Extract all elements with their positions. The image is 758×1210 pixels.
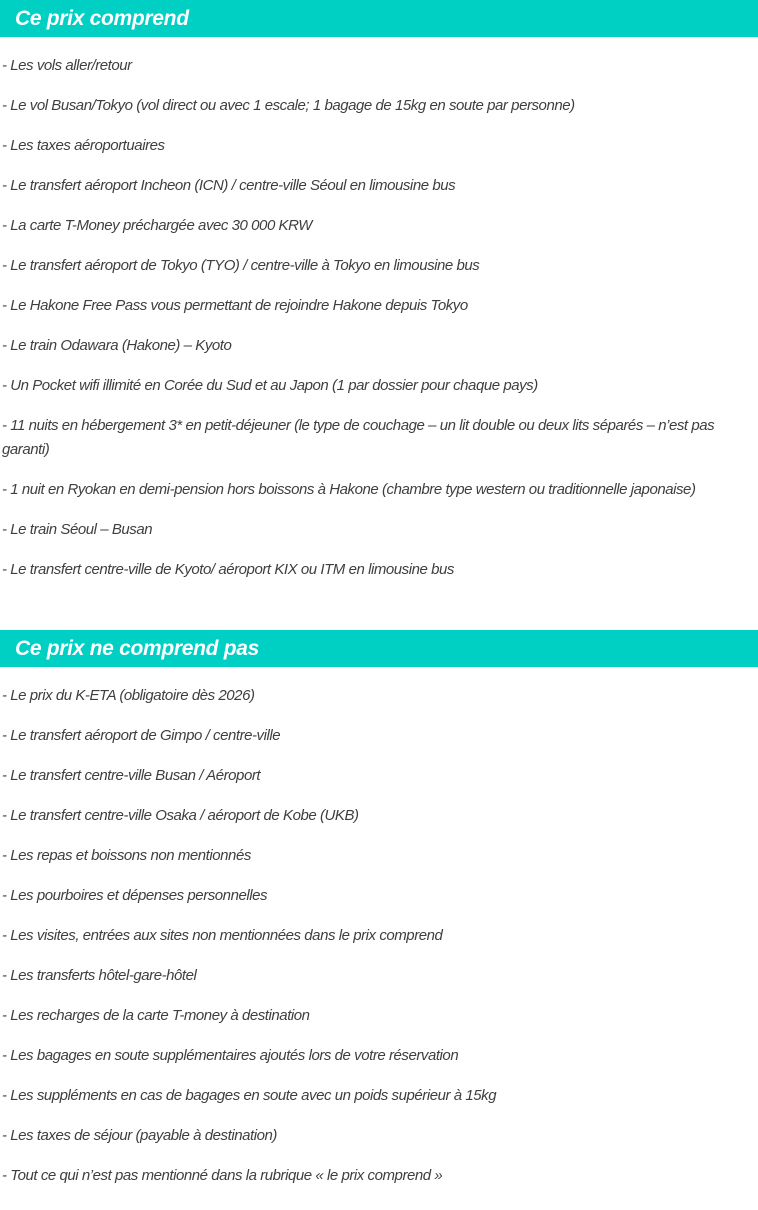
list-item: - Le train Séoul – Busan xyxy=(2,521,153,538)
list-item: - Les transferts hôtel-gare-hôtel xyxy=(2,967,197,984)
list-item: - Le transfert centre-ville Osaka / aéroport de Kobe (UKB) xyxy=(2,807,359,824)
list-item: - Le Hakone Free Pass vous permettant de rejoindre Hakone depuis Tokyo xyxy=(2,297,468,314)
list-item: - Le transfert centre-ville Busan / Aéroport xyxy=(2,767,261,784)
list-item: - Le prix du K-ETA (obligatoire dès 2026) xyxy=(2,687,255,704)
list-item: - Les taxes aéroportuaires xyxy=(2,137,165,154)
list-item: - Les bagages en soute supplémentaires ajoutés lors de votre réservation xyxy=(2,1047,459,1064)
section-title: Ce prix ne comprend pas xyxy=(15,636,260,660)
list-item: - Tout ce qui n’est pas mentionné dans la rubrique « le prix comprend » xyxy=(2,1167,443,1184)
list-item: - Le transfert aéroport Incheon (ICN) / centre-ville Séoul en limousine bus xyxy=(2,177,456,194)
list-item: - Un Pocket wifi illimité en Corée du Sud et au Japon (1 par dossier pour chaque pays) xyxy=(2,377,538,394)
list-item: - Le transfert centre-ville de Kyoto/ aéroport KIX ou ITM en limousine bus xyxy=(2,561,454,578)
section-title: Ce prix comprend xyxy=(15,6,189,30)
list-item: - Le transfert aéroport de Gimpo / centre-ville xyxy=(2,727,281,744)
list-item: - Le train Odawara (Hakone) – Kyoto xyxy=(2,337,232,354)
list-item: - La carte T-Money préchargée avec 30 000 KRW xyxy=(2,217,312,234)
list-item: - Les vols aller/retour xyxy=(2,57,132,74)
section-price-excludes xyxy=(0,630,758,1210)
section-header-bar xyxy=(0,0,758,37)
list-item: - Les repas et boissons non mentionnés xyxy=(2,847,251,864)
list-item: - Les pourboires et dépenses personnelles xyxy=(2,887,268,904)
list-item: - 1 nuit en Ryokan en demi-pension hors boissons à Hakone (chambre type western ou traditionnelle japonaise) xyxy=(2,481,696,498)
list-item: - Les taxes de séjour (payable à destination) xyxy=(2,1127,277,1144)
list-item: - Les visites, entrées aux sites non mentionnées dans le prix comprend xyxy=(2,927,443,944)
list-item: - Les suppléments en cas de bagages en soute avec un poids supérieur à 15kg xyxy=(2,1087,497,1104)
list-item: - Les recharges de la carte T-money à destination xyxy=(2,1007,310,1024)
included-items-list xyxy=(0,37,758,630)
list-item: - Le transfert aéroport de Tokyo (TYO) / centre-ville à Tokyo en limousine bus xyxy=(2,257,480,274)
section-header-bar xyxy=(0,630,758,667)
excluded-items-list xyxy=(0,667,758,1210)
list-item: - 11 nuits en hébergement 3* en petit-déjeuner (le type de couchage – un lit double ou deux lits séparés – n’est pas garanti) xyxy=(2,417,715,458)
list-item: - Le vol Busan/Tokyo (vol direct ou avec 1 escale; 1 bagage de 15kg en soute par personne) xyxy=(2,97,575,114)
